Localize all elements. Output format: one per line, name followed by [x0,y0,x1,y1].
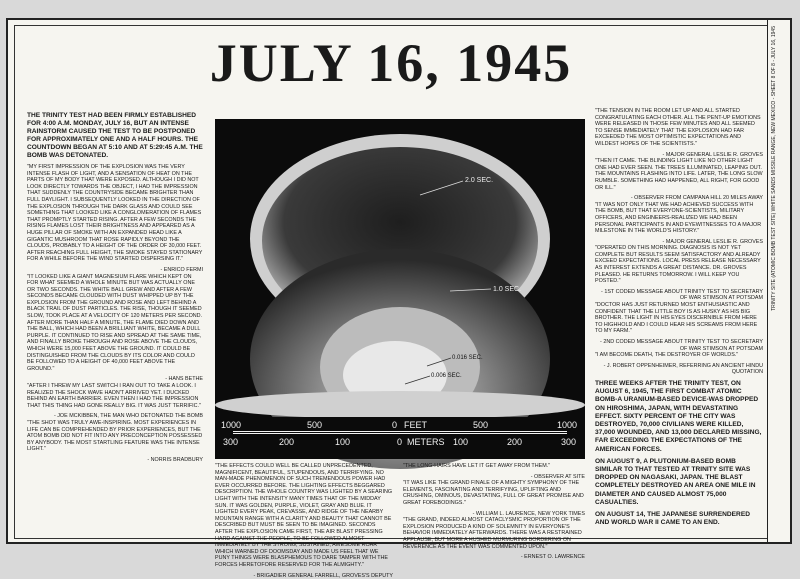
quote-text: "AFTER I THREW MY LAST SWITCH I RAN OUT TO TAKE A LOOK. I REALIZED THE SHOCK WAVE HADN'T ARRIVED YET. I DUCKED BEHIND AN EARTH BARRIER. EVEN THEN I HAD THE IMPRESSION THAT THIS THING HAD GONE REALLY BIG. IT WAS JUST TERRIFIC." [27,383,203,409]
right-column [595,108,763,532]
label-0006-sec: 0.006 SEC. [431,373,462,379]
meters-tick: 100 [335,437,350,447]
quote-text: "THEN IT CAME. THE BLINDING LIGHT LIKE NO OTHER LIGHT ONE HAD EVER SEEN. THE TREES ILLUMINATED, LEAPING OUT. THE MOUNTAINS FLASHING INTO LIFE. LATER, THE LONG SLOW RUMBLE. SOMETHING HAD HAPPENED, ALL RIGHT, FOR GOOD OR ILL." [595,158,763,191]
meters-tick: 200 [507,437,522,447]
meters-axis-line [233,433,567,434]
quote-text: "DOCTOR HAS JUST RETURNED MOST ENTHUSIASTIC AND CONFIDENT THAT THE LITTLE BOY IS AS HUSKY AS HIS BIG BROTHER. THE LIGHT IN HIS EYES DISCERNIBLE FROM HERE TO HIGHHOLD AND I COULD HEAR HIS SCREAMS FROM HERE TO MY FARM." [595,302,763,335]
quote-attribution: - WILLIAM L. LAURENCE, NEW YORK TIMES [403,511,585,518]
left-column [27,112,203,532]
feet-axis-line [233,431,567,432]
meters-tick: 300 [561,437,576,447]
quote-text: "OPERATED ON THIS MORNING. DIAGNOSIS IS NOT YET COMPLETE BUT RESULTS SEEM SATISFACTORY AND ALREADY EXCEED EXPECTATIONS. LOCAL PRESS RELEASE NECESSARY AS INTEREST EXTENDS A GREAT DISTANCE. DR. GROVES PLEASED. HE RETURNS TOMORROW. I WILL KEEP YOU POSTED." [595,245,763,285]
quote-text: "THE GRAND, INDEED ALMOST CATACLYSMIC PROPORTION OF THE EXPLOSION PRODUCED A KIND OF SOLEMNITY IN EVERYONE'S BEHAVIOR IMMEDIATELY AFTERWARDS. THERE WAS A RESTRAINED APPLAUSE, BUT MORE A HUSHED MURMURING BORDERING ON REVERENCE AS THE EVENT WAS COMMENTED UPON." [403,517,585,550]
quote-text: "THE SHOT WAS TRULY AWE-INSPIRING. MOST EXPERIENCES IN LIFE CAN BE COMPREHENDED BY PRIOR EXPERIENCES, BUT THE ATOM BOMB DID NOT FIT INTO ANY PRECONCEPTION POSSESSED BY ANYBODY. THE MOST STARTLING FEATURE WAS THE INTENSE LIGHT." [27,420,203,453]
explosion-photo [215,119,585,417]
quote-text: "MY FIRST IMPRESSION OF THE EXPLOSION WAS THE VERY INTENSE FLASH OF LIGHT, AND A SENSATION OF HEAT ON THE PARTS OF MY BODY THAT WERE EXPOSED. ALTHOUGH I DID NOT LOOK DIRECTLY TOWARDS THE OBJECT, I HAD THE IMPRESSION THAT SUDDENLY THE COUNTRYSIDE BECAME BRIGHTER THAN FULL DAYLIGHT. I SUBSEQUENTLY LOOKED IN THE DIRECTION OF THE EXPLOSION THROUGH THE DARK GLASS AND COULD SEE SOMETHING THAT LOOKED LIKE A CONGLOMERATION OF FLAMES THAT PROMPTLY STARTED RISING. AFTER A FEW SECONDS THE RISING FLAMES LOST THEIR BRIGHTNESS AND APPEARED AS A HUGE PILLAR OF SMOKE WITH AN EXPANDED HEAD LIKE A GIGANTIC MUSHROOM THAT ROSE RAPIDLY BEYOND THE CLOUDS, PROBABLY TO A HEIGHT OF THE ORDER OF 30,000 FEET. AFTER REACHING FULL HEIGHT, THE SMOKE STAYED STATIONARY FOR A WHILE BEFORE THE WIND STARTED DISPERSING IT." [27,164,203,263]
center-left-column [215,463,393,535]
epilogue [595,380,763,527]
left-quotes [27,164,203,464]
quote-text: "THE TENSION IN THE ROOM LET UP AND ALL STARTED CONGRATULATING EACH OTHER. ALL THE PENT-UP EMOTIONS WERE RELEASED IN THOSE FEW MINUTES AND ALL SEEMED TO SENSE IMMEDIATELY THAT THE EXPLOSION HAD FAR EXCEEDED THE MOST OPTIMISTIC EXPECTATIONS AND WILDEST HOPES OF THE SCIENTISTS." [595,108,763,148]
quote-text: "IT WAS LIKE THE GRAND FINALE OF A MIGHTY SYMPHONY OF THE ELEMENTS, FASCINATING AND TERRIFYING, UPLIFTING AND CRUSHING, OMINOUS, DEVASTATING, FULL OF GREAT PROMISE AND GREAT FOREBODINGS." [403,480,585,506]
meters-tick: 200 [279,437,294,447]
fireball-graphic [215,119,585,417]
quote-text: "THE EFFECTS COULD WELL BE CALLED UNPRECEDENTED, MAGNIFICENT, BEAUTIFUL, STUPENDOUS, AND TERRIFYING. NO MAN-MADE PHENOMENON OF SUCH TREMENDOUS POWER HAD EVER OCCURRED BEFORE. THE LIGHTING EFFECTS BEGGARED DESCRIPTION. THE WHOLE COUNTRY WAS LIGHTED BY A SEARING LIGHT WITH THE INTENSITY MANY TIMES THAT OF THE MIDDAY SUN. IT WAS GOLDEN, PURPLE, VIOLET, GRAY AND BLUE. IT LIGHTED EVERY PEAK, CREVASSE, AND RIDGE OF THE NEARBY MOUNTAIN RANGE WITH A CLARITY AND BEAUTY THAT CANNOT BE DESCRIBED BUT MUST BE SEEN TO BE IMAGINED. SECONDS AFTER THE EXPLOSION CAME FIRST, THE AIR BLAST PRESSING HARD AGAINST THE PEOPLE, TO BE FOLLOWED ALMOST IMMEDIATELY BY THE STRONG, SUSTAINED, AWESOME ROAR WHICH WARNED OF DOOMSDAY AND MADE US FEEL THAT WE PUNY THINGS WERE BLASPHEMOUS TO DARE TAMPER WITH THE FORCES HERETOFORE RESERVED FOR THE ALMIGHTY." [215,463,393,569]
feet-tick: 500 [307,420,322,430]
center-right-column [403,463,585,535]
meters-tick: 100 [453,437,468,447]
quote-text: "IT WAS NOT ONLY THAT WE HAD ACHIEVED SUCCESS WITH THE BOMB, BUT THAT EVERYONE-SCIENTISTS, MILITARY OFFICERS, AND ENGINEERS-REALIZED WE HAD BEEN PERSONAL PARTICIPANTS IN AND EYEWITNESSES TO A MAJOR MILESTONE IN THE WORLD'S HISTORY." [595,202,763,235]
quote-attribution: - BRIGADIER GENERAL FARRELL, GROVES'S DEPUTY [215,573,393,579]
quote-attribution: - J. ROBERT OPPENHEIMER, REFERRING AN ANCIENT HINDU QUOTATION [595,363,763,376]
feet-tick: 1000 [557,420,577,430]
quote-attribution: - ENRICO FERMI [27,267,203,274]
epilogue-paragraph: ON AUGUST 9, A PLUTONIUM-BASED BOMB SIMILAR TO THAT TESTED AT TRINITY SITE WAS DROPPED ON NAGASAKI, JAPAN. THE BLAST COMPLETELY DESTROYED AN AREA ONE MILE IN DIAMETER AND CAUSED ALMOST 75,000 CASUALTIES. [595,458,763,507]
quote-text: "IT LOOKED LIKE A GIANT MAGNESIUM FLARE WHICH KEPT ON FOR WHAT SEEMED A WHOLE MINUTE BUT WAS ACTUALLY ONE OR TWO SECONDS. THE WHITE BALL GREW AND AFTER A FEW SECONDS BECAME CLOUDED WITH DUST WHIPPED UP BY THE EXPLOSION FROM THE GROUND AND ROSE AND LEFT BEHIND A BLACK TRAIL OF DUST PARTICLES. THE RISE, THOUGH IT SEEMED SLOW, TOOK PLACE AT A VELOCITY OF 120 METERS PER SECOND. AFTER MORE THAN HALF A MINUTE, THE FLAME DIED DOWN AND THE BALL, WHICH HAD BEEN A BRILLIANT WHITE, BECAME A DULL PURPLE. IT CONTINUED TO RISE AND SPREAD AT THE SAME TIME, AND FINALLY BROKE THROUGH AND ROSE ABOVE THE CLOUDS, WHICH WERE 15,000 FEET ABOVE THE GROUND. IT COULD BE DISTINGUISHED FROM THE CLOUDS BY ITS COLOR AND COULD BE FOLLOWED TO A HEIGHT OF 40,000 FEET ABOVE THE GROUND." [27,274,203,373]
feet-tick: 1000 [221,420,241,430]
label-1-sec: 1.0 SEC. [493,286,521,293]
quote-attribution: - 1ST CODED MESSAGE ABOUT TRINITY TEST TO SECRETARY OF WAR STIMSON AT POTSDAM [595,289,763,302]
title-block [767,20,790,542]
label-2-sec: 2.0 SEC. [465,177,493,184]
sheet-frame [14,25,768,539]
intro-text: THE TRINITY TEST HAD BEEN FIRMLY ESTABLISHED FOR 4:00 A.M. MONDAY, JULY 16, BUT AN INTENSE RAINSTORM CAUSED THE TEST TO BE POSTPONED FOR APPROXIMATELY ONE AND A HALF HOURS. THE COUNTDOWN BEGAN AT 5:10 AND AT 5:29:45 A.M. THE BOMB WAS DETONATED. [27,112,203,160]
quote-attribution: - MAJOR GENERAL LESLIE R. GROVES [595,152,763,159]
feet-tick: 0 [392,420,397,430]
meters-tick: 300 [223,437,238,447]
quote-attribution: - JOE MCKIBBEN, THE MAN WHO DETONATED THE BOMB [27,413,203,420]
quote-attribution: - ERNEST O. LAWRENCE [403,554,585,561]
title-block-text: TRINITY SITE (ATOMIC BOMB TEST SITE) WHITE SANDS MISSILE RANGE, NEW MEXICO - SHEET 8 OF 8 - JULY 16, 1945 [771,26,777,311]
quote-attribution: - OBSERVER AT SITE [403,474,585,481]
epilogue-paragraph: THREE WEEKS AFTER THE TRINITY TEST, ON AUGUST 6, 1945, THE FIRST COMBAT ATOMIC BOMB-A URANIUM-BASED DEVICE-WAS DROPPED ON HIROSHIMA, JAPAN, WITH DEVASTATING EFFECT. SIXTY PERCENT OF THE CITY WAS DESTROYED, 70,000 CIVILIANS WERE KILLED, 37,000 WOUNDED, AND 13,000 DECLARED MISSING, FAR EXCEEDING THE EXPECTATIONS OF THE AMERICAN FORCES. [595,380,763,454]
feet-tick: 500 [473,420,488,430]
quote-text: "I AM BECOME DEATH, THE DESTROYER OF WORLDS." [595,352,763,359]
meters-tick: 0 [397,437,402,447]
drawing-sheet [6,18,792,544]
epilogue-paragraph: ON AUGUST 14, THE JAPANESE SURRENDERED AND WORLD WAR II CAME TO AN END. [595,511,763,527]
quote-attribution: - 2ND CODED MESSAGE ABOUT TRINITY TEST TO SECRETARY OF WAR STIMSON AT POTSDAM [595,339,763,352]
quote-text: "THE LONG-HAIRS HAVE LET IT GET AWAY FROM THEM." [403,463,585,470]
quote-attribution: - NORRIS BRADBURY [27,457,203,464]
right-quotes [595,108,763,376]
quote-attribution: - HANS BETHE [27,376,203,383]
page-title: JULY 16, 1945 [15,32,767,94]
feet-unit: FEET [404,420,427,430]
quote-attribution: - MAJOR GENERAL LESLIE R. GROVES [595,239,763,246]
label-0016-sec: 0.016 SEC. [452,355,483,361]
meters-unit: METERS [407,437,445,447]
quote-attribution: - OBSERVER FROM CAMPANA HILL 20 MILES AWAY [595,195,763,202]
scale-bar [215,417,585,459]
